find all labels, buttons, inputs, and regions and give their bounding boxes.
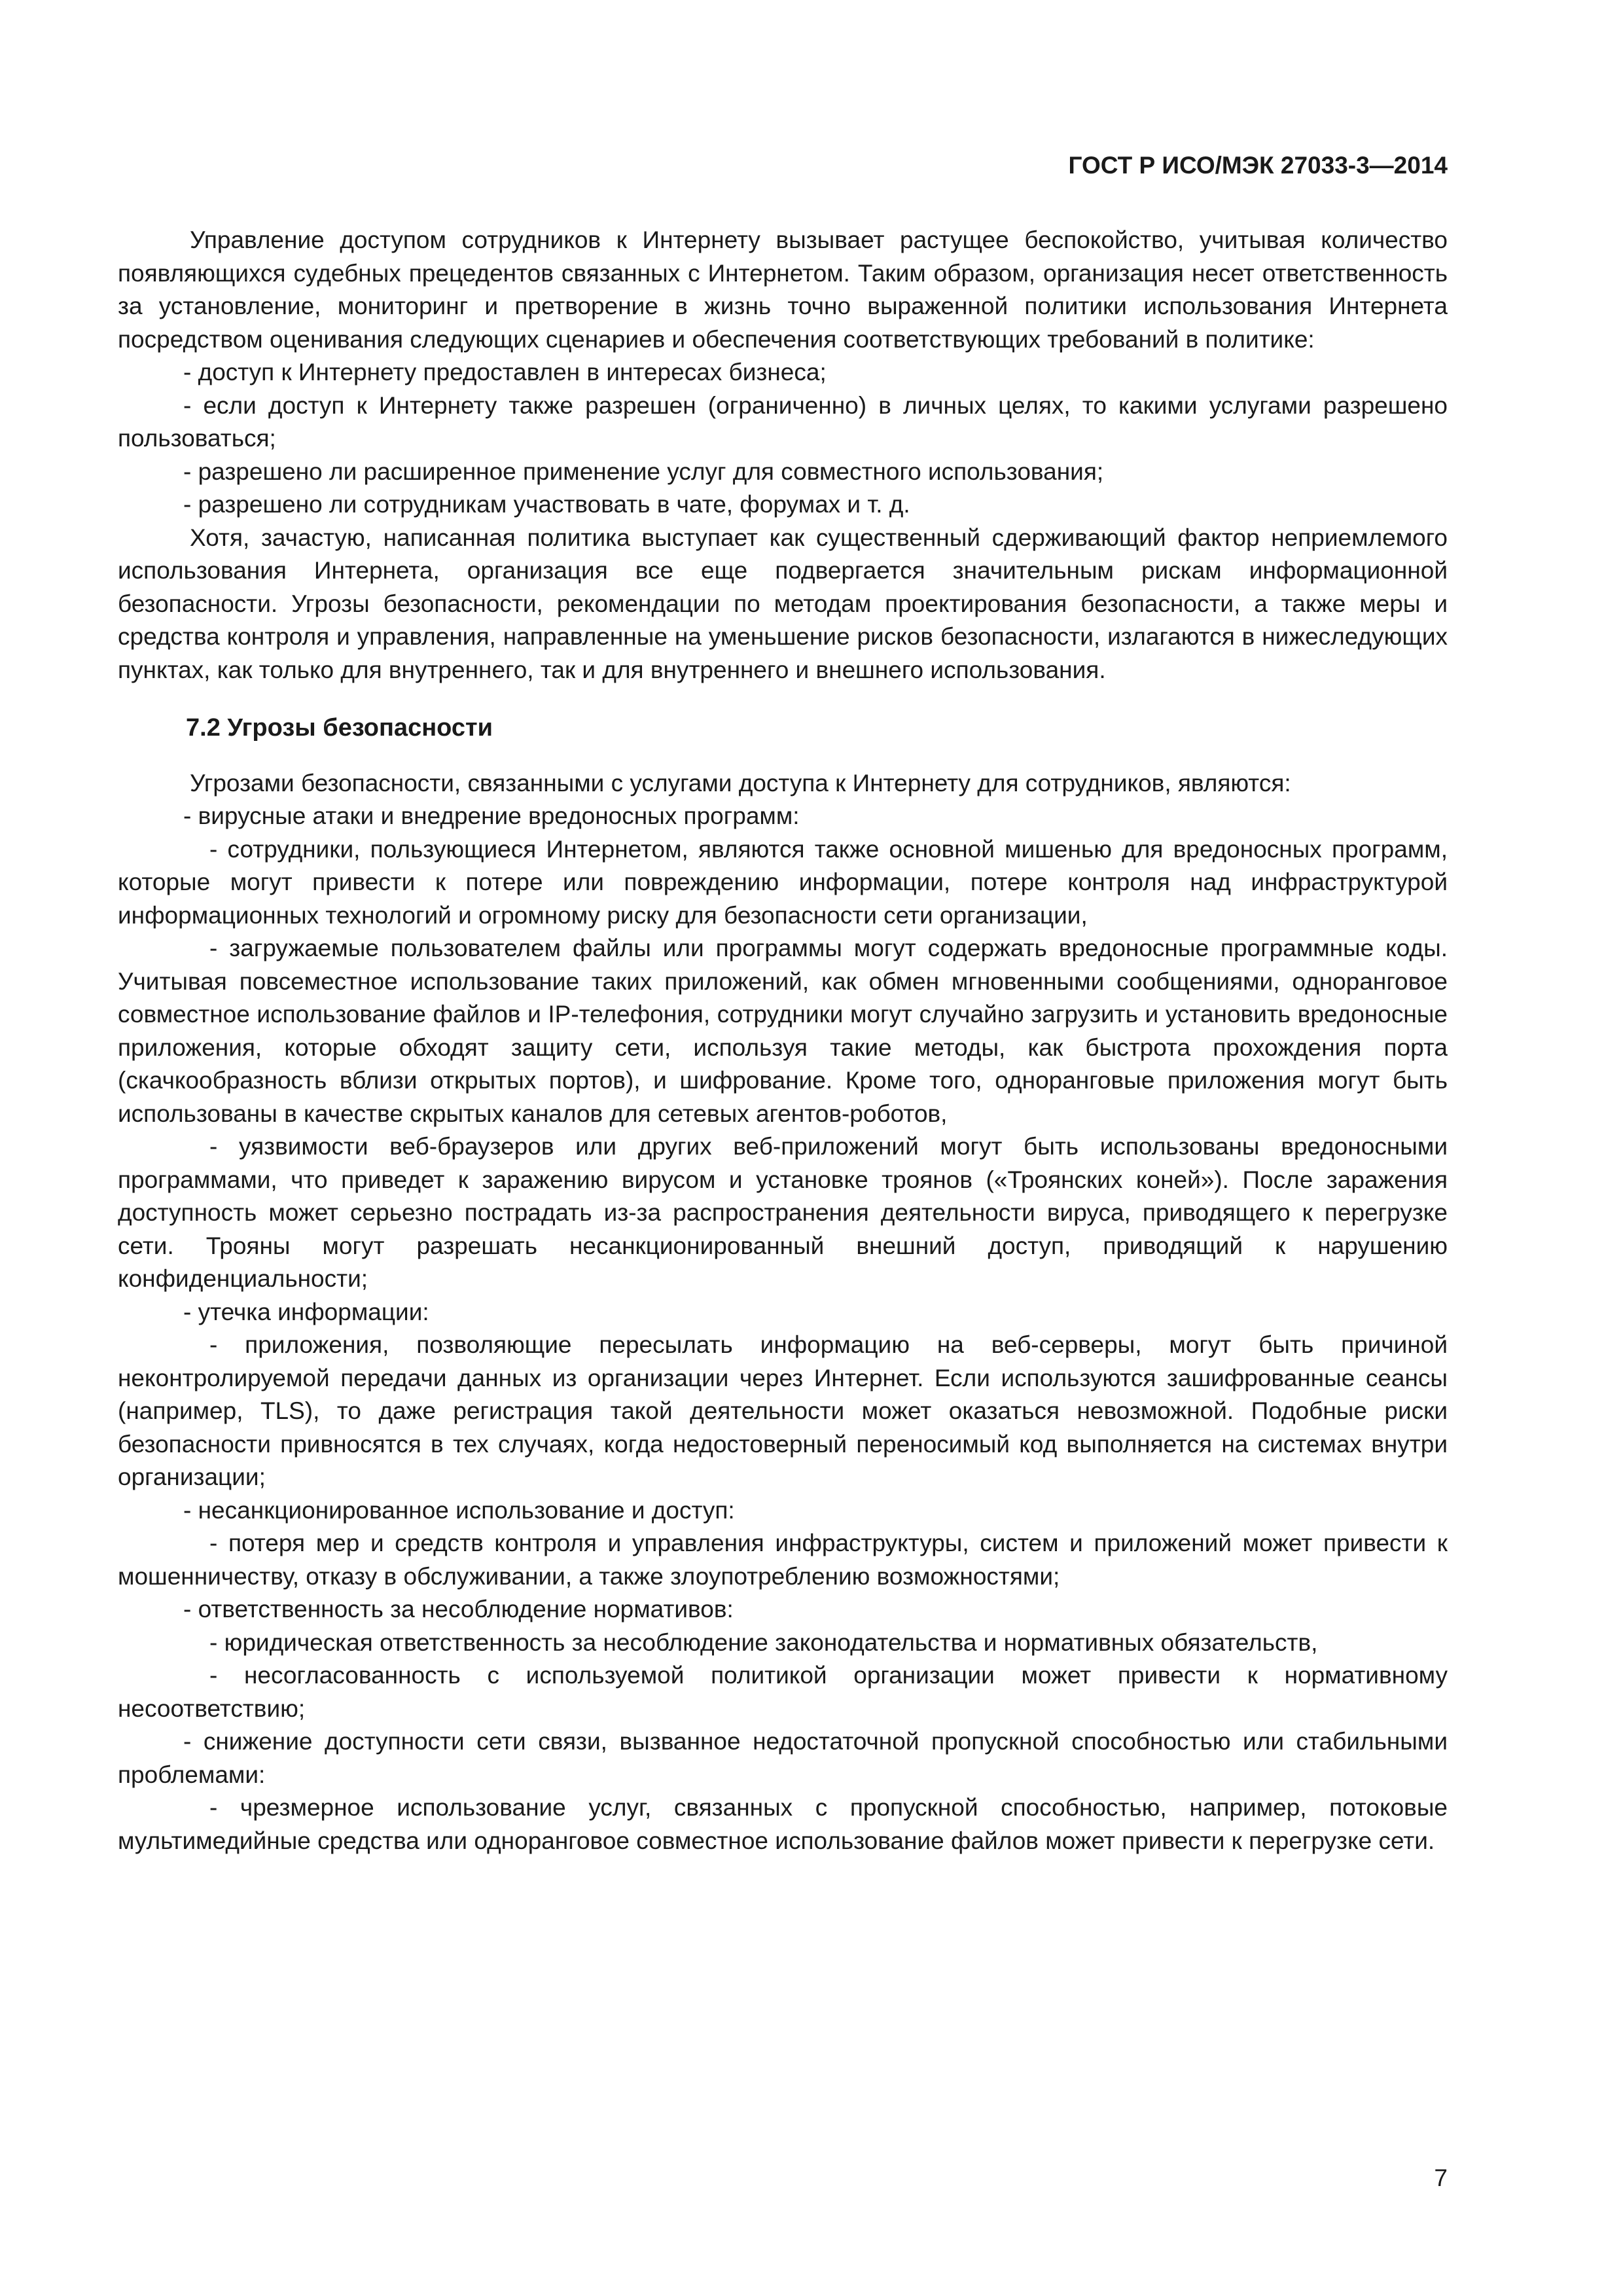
list-item: - несанкционированное использование и доступ: <box>183 1496 735 1524</box>
list-item: - разрешено ли расширенное применение услуг для совместного использования; <box>183 457 1104 485</box>
sub-list-item: - загружаемые пользователем файлы или программы могут содержать вредоносные программные коды. Учитывая повсеместное использование таких приложений, как обмен мгновенными сообщениями, одноранговое совместное использование файлов и IP-телефония, сотрудники могут случайно загрузить и установить вредоносные приложения, которые обходят защиту сети, используя такие методы, как быстрота прохождения порта (скачкообразность вблизи открытых портов), и шифрование. Кроме того, одноранговые приложения могут быть использованы в качестве скрытых каналов для сетевых агентов-роботов, <box>118 935 1448 1127</box>
page-number: 7 <box>1434 2164 1448 2191</box>
list-item: - если доступ к Интернету также разрешен (ограниченно) в личных целях, то какими услугами разрешено пользоваться; <box>118 391 1448 452</box>
sub-list-item: - уязвимости веб-браузеров или других веб-приложений могут быть использованы вредоносными программами, что приведет к заражению вирусом и установке троянов («Троянских коней»). После заражения доступность может серьезно пострадать из-за распространения деятельности вируса, приводящего к перегрузке сети. Трояны могут разрешать несанкционированный внешний доступ, приводящий к нарушению конфиденциальности; <box>118 1133 1448 1292</box>
list-item: - разрешено ли сотрудникам участвовать в чате, форумах и т. д. <box>183 491 910 518</box>
document-body <box>118 224 1448 1857</box>
list-item: - вирусные атаки и внедрение вредоносных программ: <box>183 802 800 829</box>
sub-list-item: - чрезмерное использование услуг, связанных с пропускной способностью, например, потоковые мультимедийные средства или одноранговое совместное использование файлов может привести к перегрузке сети. <box>118 1794 1448 1854</box>
sub-list-item: - юридическая ответственность за несоблюдение законодательства и нормативных обязательств, <box>209 1628 1318 1656</box>
section-paragraph: Угрозами безопасности, связанными с услугами доступа к Интернету для сотрудников, являются: <box>190 769 1291 797</box>
list-item: - ответственность за несоблюдение нормативов: <box>183 1596 734 1623</box>
document-code-header: ГОСТ Р ИСО/МЭК 27033-3—2014 <box>1068 152 1448 179</box>
sub-list-item: - несогласованность с используемой политикой организации может привести к нормативному несоответствию; <box>118 1662 1448 1722</box>
section-heading: 7.2 Угрозы безопасности <box>186 714 493 742</box>
intro-paragraph: Управление доступом сотрудников к Интернету вызывает растущее беспокойство, учитывая количество появляющихся судебных прецедентов связанных с Интернетом. Таким образом, организация несет ответственность за установление, мониторинг и претворение в жизнь точно выраженной политики использования Интернета посредством оценивания следующих сценариев и обеспечения соответствующих требований в политике: <box>118 226 1448 353</box>
sub-list-item: - приложения, позволяющие пересылать информацию на веб-серверы, могут быть причиной неконтролируемой передачи данных из организации через Интернет. Если используются зашифрованные сеансы (например, TLS), то даже регистрация такой деятельности может оказаться невозможной. Подобные риски безопасности привносятся в тех случаях, когда недостоверный переносимый код выполняется на системах внутри организации; <box>118 1331 1448 1490</box>
intro-paragraph: Хотя, зачастую, написанная политика выступает как существенный сдерживающий фактор неприемлемого использования Интернета, организация все еще подвергается значительным рискам информационной безопасности. Угрозы безопасности, рекомендации по методам проектирования безопасности, а также меры и средства контроля и управления, направленные на уменьшение рисков безопасности, излагаются в нижеследующих пунктах, как только для внутреннего, так и для внутреннего и внешнего использования. <box>118 524 1448 683</box>
list-item: - утечка информации: <box>183 1298 429 1325</box>
list-item: - доступ к Интернету предоставлен в интересах бизнеса; <box>183 359 827 386</box>
list-item: - снижение доступности сети связи, вызванное недостаточной пропускной способностью или стабильными проблемами: <box>118 1728 1448 1788</box>
sub-list-item: - сотрудники, пользующиеся Интернетом, являются также основной мишенью для вредоносных программ, которые могут привести к потере или повреждению информации, потере контроля над инфраструктурой информационных технологий и огромному риску для безопасности сети организации, <box>118 835 1448 929</box>
sub-list-item: - потеря мер и средств контроля и управления инфраструктуры, систем и приложений может привести к мошенничеству, отказу в обслуживании, а также злоупотреблению возможностями; <box>118 1530 1448 1590</box>
